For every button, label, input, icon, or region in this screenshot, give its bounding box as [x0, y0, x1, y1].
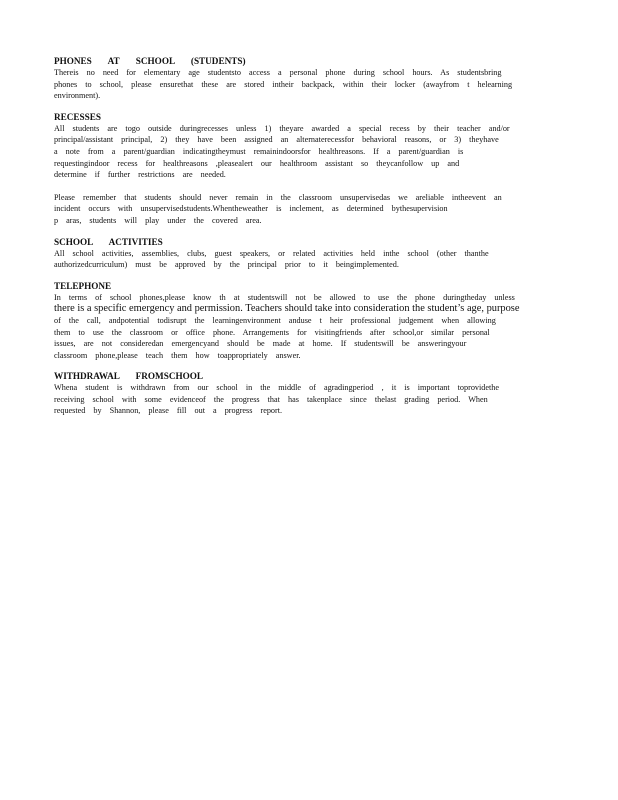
body-line: determine if further restrictions are needed.	[54, 170, 226, 180]
section-heading: WITHDRAWAL FROMSCHOOL	[54, 371, 204, 382]
body-line: In terms of school phones,please know th at studentswill not be allowed to use the phone duringtheday unless	[54, 292, 515, 302]
document-page	[54, 56, 554, 427]
body-line: principal/assistant principal, 2) they have been assigned an alternaterecessfor behavioral reasons, or 3) theyhave	[54, 135, 499, 145]
body-line: environment).	[54, 91, 101, 101]
body-line: Whena student is withdrawn from our school in the middle of agradingperiod , it is important toprovidethe	[54, 383, 500, 393]
section-heading: SCHOOL ACTIVITIES	[54, 236, 163, 247]
body-line: All students are togo outside duringrecesses unless 1) theyare awarded a special recess by their teacher and/or	[54, 123, 510, 133]
body-line: receiving school with some evidenceof the progress that has takenplace since thelast grading period. When	[54, 394, 488, 404]
body-line: Please remember that students should never remain in the classroom unsupervisedas we areliable intheevent an	[54, 192, 502, 202]
section-withdrawal	[54, 371, 554, 417]
body-line: issues, are not consideredan emergencyand should be made at home. If studentswill be answeringyour	[54, 339, 467, 349]
section-heading: RECESSES	[54, 111, 101, 122]
body-line: phones to school, please ensurethat these are stored intheir backpack, within their locker (awayfrom t helearning	[54, 79, 513, 89]
body-line: classroom phone,please teach them how toappropriately answer.	[54, 350, 301, 360]
paragraph-gap	[54, 181, 554, 192]
section-recesses	[54, 112, 554, 227]
body-line: requestingindoor recess for healthreasons ,pleasealert our healthroom assistant so theycanfollow up and	[54, 158, 460, 168]
section-heading: PHONES AT SCHOOL (STUDENTS)	[54, 56, 246, 66]
section-school-activities	[54, 237, 554, 271]
body-line: All school activities, assemblies, clubs, guest speakers, or related activities held inthe school (other thanthe	[54, 248, 489, 258]
body-line: authorizedcurriculum) must be approved by the principal prior to it beingimplemented.	[54, 260, 399, 270]
section-telephone	[54, 281, 554, 362]
body-line: incident occurs with unsupervisedstudents.Whentheweather is inclement, as determined bythesupervision	[54, 204, 448, 214]
body-line: them to use the classroom or office phone. Arrangements for visitingfriends after school,or similar personal	[54, 327, 490, 337]
body-line: p aras, students will play under the covered area.	[54, 215, 262, 225]
body-line: of the call, andpotential todisrupt the learningenvironment anduse t heir professional judgement when allowing	[54, 315, 496, 325]
section-heading: TELEPHONE	[54, 280, 112, 291]
section-phones	[54, 56, 554, 102]
body-line: Thereis no need for elementary age studentsto access a personal phone during school hours. As studentsbring	[54, 68, 502, 77]
body-line: there is a specific emergency and permission. Teachers should take into consideration the student’s age, purpose	[54, 303, 520, 315]
body-line: a note from a parent/guardian indicatingtheymust remainindoorsfor healthreasons. If a parent/guardian is	[54, 146, 464, 156]
body-line: requested by Shannon, please fill out a progress report.	[54, 406, 283, 416]
